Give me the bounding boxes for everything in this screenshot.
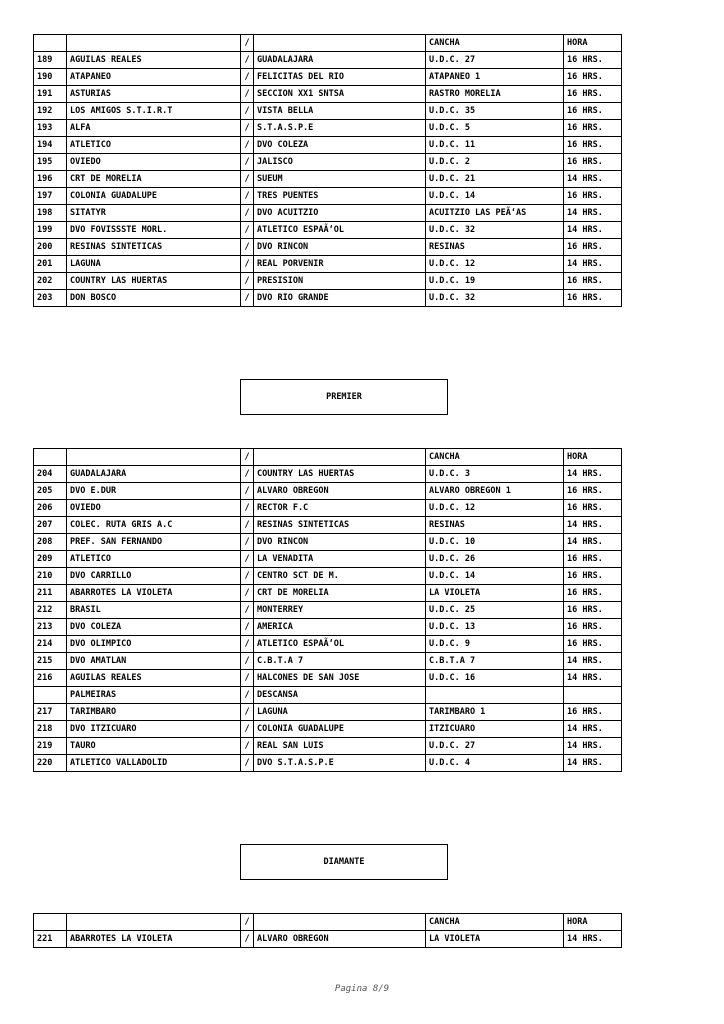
home-team: DVO COLEZA (67, 619, 241, 636)
away-team: REAL PORVENIR (254, 256, 426, 273)
match-number: 211 (34, 585, 67, 602)
home-team: PALMEIRAS (67, 687, 241, 704)
table-row (34, 755, 622, 772)
time-cell: 14 HRS. (564, 721, 622, 738)
table-row (34, 500, 622, 517)
time-cell: 14 HRS. (564, 466, 622, 483)
time-cell: 16 HRS. (564, 704, 622, 721)
match-number: 196 (34, 171, 67, 188)
home-team: GUADALAJARA (67, 466, 241, 483)
field-cell: U.D.C. 13 (426, 619, 564, 636)
table-row (34, 273, 622, 290)
match-number: 205 (34, 483, 67, 500)
match-number: 208 (34, 534, 67, 551)
time-cell: 16 HRS. (564, 483, 622, 500)
field-cell: LA VIOLETA (426, 585, 564, 602)
versus-separator: / (241, 704, 254, 721)
field-cell: U.D.C. 3 (426, 466, 564, 483)
match-number: 215 (34, 653, 67, 670)
field-cell: U.D.C. 16 (426, 670, 564, 687)
match-number: 219 (34, 738, 67, 755)
field-cell: U.D.C. 27 (426, 52, 564, 69)
away-team: REAL SAN LUIS (254, 738, 426, 755)
field-cell: U.D.C. 9 (426, 636, 564, 653)
time-cell: 14 HRS. (564, 670, 622, 687)
home-team: AGUILAS REALES (67, 52, 241, 69)
page-footer: Pagina 8/9 (334, 984, 390, 994)
versus-separator: / (241, 137, 254, 154)
versus-separator: / (241, 188, 254, 205)
versus-separator: / (241, 636, 254, 653)
header-time-cell: HORA (564, 35, 622, 52)
home-team: DVO ITZICUARO (67, 721, 241, 738)
match-number: 197 (34, 188, 67, 205)
home-team: ATAPANEO (67, 69, 241, 86)
versus-separator: / (241, 931, 254, 948)
table-row (34, 619, 622, 636)
home-team: LAGUNA (67, 256, 241, 273)
match-number: 209 (34, 551, 67, 568)
home-team: ATLETICO (67, 551, 241, 568)
away-team: PRESISION (254, 273, 426, 290)
table-row (34, 585, 622, 602)
field-cell: C.B.T.A 7 (426, 653, 564, 670)
field-cell: U.D.C. 32 (426, 222, 564, 239)
field-cell: ALVARO OBREGON 1 (426, 483, 564, 500)
versus-separator: / (241, 602, 254, 619)
away-team: COLONIA GUADALUPE (254, 721, 426, 738)
table-row (34, 103, 622, 120)
home-team: COUNTRY LAS HUERTAS (67, 273, 241, 290)
time-cell: 16 HRS. (564, 86, 622, 103)
time-cell: 16 HRS. (564, 188, 622, 205)
schedule-table-3 (33, 913, 622, 948)
away-team: SUEUM (254, 171, 426, 188)
match-number: 206 (34, 500, 67, 517)
header-field-cell: CANCHA (426, 35, 564, 52)
table-row (34, 466, 622, 483)
field-cell: U.D.C. 26 (426, 551, 564, 568)
time-cell: 16 HRS. (564, 619, 622, 636)
field-cell: TARIMBARO 1 (426, 704, 564, 721)
versus-separator: / (241, 670, 254, 687)
home-team: ASTURIAS (67, 86, 241, 103)
table-row (34, 602, 622, 619)
field-cell: U.D.C. 27 (426, 738, 564, 755)
away-team: TRES PUENTES (254, 188, 426, 205)
away-team: HALCONES DE SAN JOSE (254, 670, 426, 687)
field-cell: U.D.C. 25 (426, 602, 564, 619)
versus-separator: / (241, 755, 254, 772)
table-row (34, 568, 622, 585)
match-number: 217 (34, 704, 67, 721)
away-team: DESCANSA (254, 687, 426, 704)
field-cell: U.D.C. 10 (426, 534, 564, 551)
home-team: OVIEDO (67, 500, 241, 517)
time-cell: 14 HRS. (564, 534, 622, 551)
away-team: VISTA BELLA (254, 103, 426, 120)
home-team: DVO OLIMPICO (67, 636, 241, 653)
field-cell: RESINAS (426, 239, 564, 256)
table-row (34, 256, 622, 273)
time-cell: 16 HRS. (564, 273, 622, 290)
versus-separator: / (241, 568, 254, 585)
table-row (34, 120, 622, 137)
away-team: FELICITAS DEL RIO (254, 69, 426, 86)
time-cell: 16 HRS. (564, 103, 622, 120)
home-team: COLEC. RUTA GRIS A.C (67, 517, 241, 534)
field-cell: U.D.C. 32 (426, 290, 564, 307)
versus-separator: / (241, 103, 254, 120)
table-row (34, 931, 622, 948)
home-team: DVO CARRILLO (67, 568, 241, 585)
time-cell: 14 HRS. (564, 517, 622, 534)
versus-separator: / (241, 738, 254, 755)
time-cell: 14 HRS. (564, 256, 622, 273)
header-field-cell: CANCHA (426, 914, 564, 931)
away-team: GUADALAJARA (254, 52, 426, 69)
time-cell: 16 HRS. (564, 585, 622, 602)
table-row (34, 222, 622, 239)
field-cell: U.D.C. 21 (426, 171, 564, 188)
match-number: 221 (34, 931, 67, 948)
header-time-cell: HORA (564, 449, 622, 466)
match-number: 198 (34, 205, 67, 222)
away-team: ALVARO OBREGON (254, 483, 426, 500)
section-title-diamante: DIAMANTE (240, 844, 448, 880)
versus-separator: / (241, 619, 254, 636)
time-cell: 16 HRS. (564, 551, 622, 568)
versus-separator: / (241, 154, 254, 171)
time-cell: 14 HRS. (564, 653, 622, 670)
time-cell: 16 HRS. (564, 568, 622, 585)
away-team: RESINAS SINTETICAS (254, 517, 426, 534)
time-cell: 14 HRS. (564, 738, 622, 755)
versus-separator: / (241, 551, 254, 568)
time-cell: 16 HRS. (564, 137, 622, 154)
match-number: 210 (34, 568, 67, 585)
match-number: 203 (34, 290, 67, 307)
match-number: 213 (34, 619, 67, 636)
home-team: COLONIA GUADALUPE (67, 188, 241, 205)
header-home-team (67, 914, 241, 931)
match-number: 220 (34, 755, 67, 772)
versus-separator: / (241, 500, 254, 517)
versus-separator: / (241, 290, 254, 307)
versus-separator: / (241, 86, 254, 103)
table-row (34, 653, 622, 670)
versus-separator: / (241, 466, 254, 483)
home-team: DVO AMATLAN (67, 653, 241, 670)
time-cell: 14 HRS. (564, 205, 622, 222)
versus-separator: / (241, 69, 254, 86)
versus-separator: / (241, 483, 254, 500)
schedule-table-2 (33, 448, 622, 772)
match-number: 214 (34, 636, 67, 653)
time-cell: 16 HRS. (564, 52, 622, 69)
match-number: 194 (34, 137, 67, 154)
time-cell: 16 HRS. (564, 120, 622, 137)
match-number: 202 (34, 273, 67, 290)
header-row (34, 449, 622, 466)
away-team: ALVARO OBREGON (254, 931, 426, 948)
table-row (34, 171, 622, 188)
field-cell: ITZICUARO (426, 721, 564, 738)
table-row (34, 86, 622, 103)
away-team: MONTERREY (254, 602, 426, 619)
home-team: CRT DE MORELIA (67, 171, 241, 188)
table-row (34, 687, 622, 704)
match-number: 218 (34, 721, 67, 738)
field-cell: U.D.C. 19 (426, 273, 564, 290)
match-number: 192 (34, 103, 67, 120)
table-row (34, 636, 622, 653)
table-row (34, 517, 622, 534)
away-team: ATLETICO ESPAÃ‘OL (254, 636, 426, 653)
away-team: COUNTRY LAS HUERTAS (254, 466, 426, 483)
time-cell: 16 HRS. (564, 500, 622, 517)
home-team: ABARROTES LA VIOLETA (67, 931, 241, 948)
time-cell: 16 HRS. (564, 154, 622, 171)
table-row (34, 239, 622, 256)
field-cell: U.D.C. 5 (426, 120, 564, 137)
table-row (34, 670, 622, 687)
match-number: 207 (34, 517, 67, 534)
away-team: RECTOR F.C (254, 500, 426, 517)
away-team: ATLETICO ESPAÃ‘OL (254, 222, 426, 239)
away-team: DVO ACUITZIO (254, 205, 426, 222)
versus-separator: / (241, 721, 254, 738)
time-cell: 14 HRS. (564, 171, 622, 188)
versus-separator: / (241, 256, 254, 273)
home-team: TAURO (67, 738, 241, 755)
away-team: LA VENADITA (254, 551, 426, 568)
header-versus-separator: / (241, 35, 254, 52)
home-team: SITATYR (67, 205, 241, 222)
away-team: SECCION XX1 SNTSA (254, 86, 426, 103)
home-team: DVO E.DUR (67, 483, 241, 500)
table-row (34, 69, 622, 86)
header-row (34, 914, 622, 931)
header-versus-separator: / (241, 449, 254, 466)
match-number: 216 (34, 670, 67, 687)
header-versus-separator: / (241, 914, 254, 931)
header-field-cell: CANCHA (426, 449, 564, 466)
header-home-team (67, 35, 241, 52)
header-match-number (34, 35, 67, 52)
home-team: LOS AMIGOS S.T.I.R.T (67, 103, 241, 120)
table-row (34, 205, 622, 222)
versus-separator: / (241, 52, 254, 69)
field-cell: ACUITZIO LAS PEÃ‘AS (426, 205, 564, 222)
away-team: DVO RIO GRANDE (254, 290, 426, 307)
table-row (34, 704, 622, 721)
away-team: LAGUNA (254, 704, 426, 721)
header-away-team (254, 914, 426, 931)
versus-separator: / (241, 171, 254, 188)
home-team: ATLETICO (67, 137, 241, 154)
time-cell: 14 HRS. (564, 931, 622, 948)
time-cell: 16 HRS. (564, 636, 622, 653)
home-team: ABARROTES LA VIOLETA (67, 585, 241, 602)
header-time-cell: HORA (564, 914, 622, 931)
table-row (34, 137, 622, 154)
table-row (34, 738, 622, 755)
field-cell: U.D.C. 12 (426, 256, 564, 273)
home-team: DON BOSCO (67, 290, 241, 307)
field-cell: U.D.C. 12 (426, 500, 564, 517)
away-team: CENTRO SCT DE M. (254, 568, 426, 585)
home-team: PREF. SAN FERNANDO (67, 534, 241, 551)
field-cell: U.D.C. 14 (426, 568, 564, 585)
field-cell: RASTRO MORELIA (426, 86, 564, 103)
time-cell: 16 HRS. (564, 602, 622, 619)
home-team: BRASIL (67, 602, 241, 619)
header-away-team (254, 35, 426, 52)
match-number: 191 (34, 86, 67, 103)
time-cell: 16 HRS. (564, 69, 622, 86)
home-team: ALFA (67, 120, 241, 137)
time-cell: 16 HRS. (564, 239, 622, 256)
field-cell: U.D.C. 11 (426, 137, 564, 154)
header-home-team (67, 449, 241, 466)
match-number: 189 (34, 52, 67, 69)
versus-separator: / (241, 653, 254, 670)
away-team: DVO RINCON (254, 534, 426, 551)
match-number (34, 687, 67, 704)
section-title-premier: PREMIER (240, 379, 448, 415)
header-match-number (34, 914, 67, 931)
header-row (34, 35, 622, 52)
table-row (34, 534, 622, 551)
field-cell: RESINAS (426, 517, 564, 534)
field-cell: U.D.C. 14 (426, 188, 564, 205)
time-cell (564, 687, 622, 704)
away-team: S.T.A.S.P.E (254, 120, 426, 137)
away-team: DVO RINCON (254, 239, 426, 256)
table-row (34, 551, 622, 568)
header-match-number (34, 449, 67, 466)
field-cell: ATAPANEO 1 (426, 69, 564, 86)
table-row (34, 52, 622, 69)
versus-separator: / (241, 585, 254, 602)
versus-separator: / (241, 120, 254, 137)
versus-separator: / (241, 687, 254, 704)
away-team: JALISCO (254, 154, 426, 171)
versus-separator: / (241, 239, 254, 256)
table-row (34, 290, 622, 307)
versus-separator: / (241, 517, 254, 534)
field-cell: U.D.C. 2 (426, 154, 564, 171)
home-team: DVO FOVISSSTE MORL. (67, 222, 241, 239)
match-number: 201 (34, 256, 67, 273)
home-team: TARIMBARO (67, 704, 241, 721)
time-cell: 14 HRS. (564, 755, 622, 772)
time-cell: 16 HRS. (564, 290, 622, 307)
match-number: 193 (34, 120, 67, 137)
table-row (34, 154, 622, 171)
table-row (34, 721, 622, 738)
field-cell: LA VIOLETA (426, 931, 564, 948)
field-cell: U.D.C. 4 (426, 755, 564, 772)
versus-separator: / (241, 222, 254, 239)
home-team: OVIEDO (67, 154, 241, 171)
home-team: RESINAS SINTETICAS (67, 239, 241, 256)
schedule-table-1 (33, 34, 622, 307)
home-team: AGUILAS REALES (67, 670, 241, 687)
versus-separator: / (241, 205, 254, 222)
home-team: ATLETICO VALLADOLID (67, 755, 241, 772)
table-row (34, 188, 622, 205)
away-team: DVO S.T.A.S.P.E (254, 755, 426, 772)
time-cell: 14 HRS. (564, 222, 622, 239)
match-number: 195 (34, 154, 67, 171)
away-team: AMERICA (254, 619, 426, 636)
match-number: 204 (34, 466, 67, 483)
header-away-team (254, 449, 426, 466)
field-cell (426, 687, 564, 704)
match-number: 212 (34, 602, 67, 619)
away-team: C.B.T.A 7 (254, 653, 426, 670)
match-number: 200 (34, 239, 67, 256)
match-number: 190 (34, 69, 67, 86)
versus-separator: / (241, 273, 254, 290)
match-number: 199 (34, 222, 67, 239)
table-row (34, 483, 622, 500)
field-cell: U.D.C. 35 (426, 103, 564, 120)
away-team: CRT DE MORELIA (254, 585, 426, 602)
versus-separator: / (241, 534, 254, 551)
away-team: DVO COLEZA (254, 137, 426, 154)
